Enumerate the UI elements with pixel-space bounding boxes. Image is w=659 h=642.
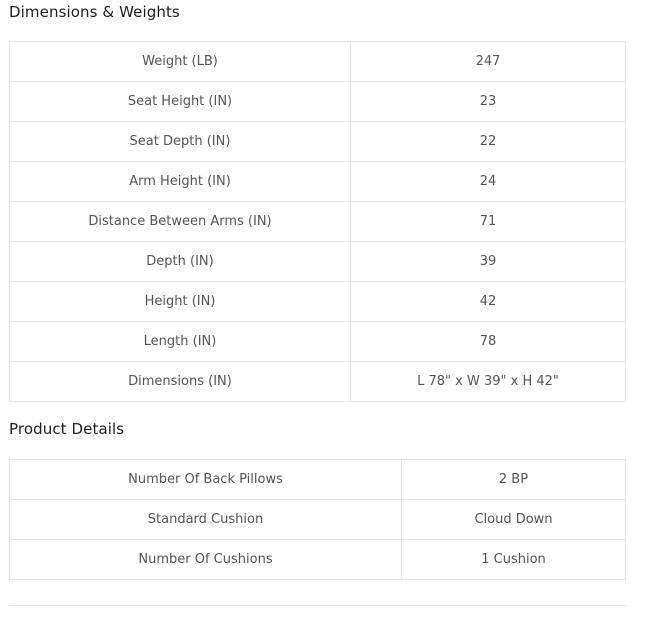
spec-value: 24 xyxy=(351,162,626,202)
spec-value: 2 BP xyxy=(402,460,626,500)
spec-label: Dimensions (IN) xyxy=(10,362,351,402)
table-row xyxy=(10,500,626,540)
spec-value: Cloud Down xyxy=(402,500,626,540)
table-row xyxy=(10,42,626,82)
spec-value: 247 xyxy=(351,42,626,82)
table-row xyxy=(10,162,626,202)
spec-label: Seat Depth (IN) xyxy=(10,122,351,162)
spec-label: Number Of Back Pillows xyxy=(10,460,402,500)
spec-value: 23 xyxy=(351,82,626,122)
table-row xyxy=(10,362,626,402)
product-details-heading: Product Details xyxy=(9,420,125,438)
spec-label: Distance Between Arms (IN) xyxy=(10,202,351,242)
table-row xyxy=(10,282,626,322)
spec-label: Weight (LB) xyxy=(10,42,351,82)
table-row xyxy=(10,322,626,362)
spec-value: 78 xyxy=(351,322,626,362)
table-row xyxy=(10,202,626,242)
dimensions-weights-table xyxy=(9,41,626,402)
table-row xyxy=(10,122,626,162)
product-details-table xyxy=(9,459,626,580)
table-row xyxy=(10,540,626,580)
table-row xyxy=(10,82,626,122)
spec-label: Seat Height (IN) xyxy=(10,82,351,122)
spec-value: 22 xyxy=(351,122,626,162)
spec-value: 42 xyxy=(351,282,626,322)
spec-label: Height (IN) xyxy=(10,282,351,322)
spec-label: Arm Height (IN) xyxy=(10,162,351,202)
spec-label: Length (IN) xyxy=(10,322,351,362)
table-row xyxy=(10,242,626,282)
spec-value: 1 Cushion xyxy=(402,540,626,580)
spec-label: Depth (IN) xyxy=(10,242,351,282)
section-divider xyxy=(9,605,627,606)
spec-value: 71 xyxy=(351,202,626,242)
spec-value: 39 xyxy=(351,242,626,282)
spec-label: Standard Cushion xyxy=(10,500,402,540)
table-row xyxy=(10,460,626,500)
dimensions-weights-heading: Dimensions & Weights xyxy=(9,3,180,21)
spec-value: L 78" x W 39" x H 42" xyxy=(351,362,626,402)
spec-label: Number Of Cushions xyxy=(10,540,402,580)
